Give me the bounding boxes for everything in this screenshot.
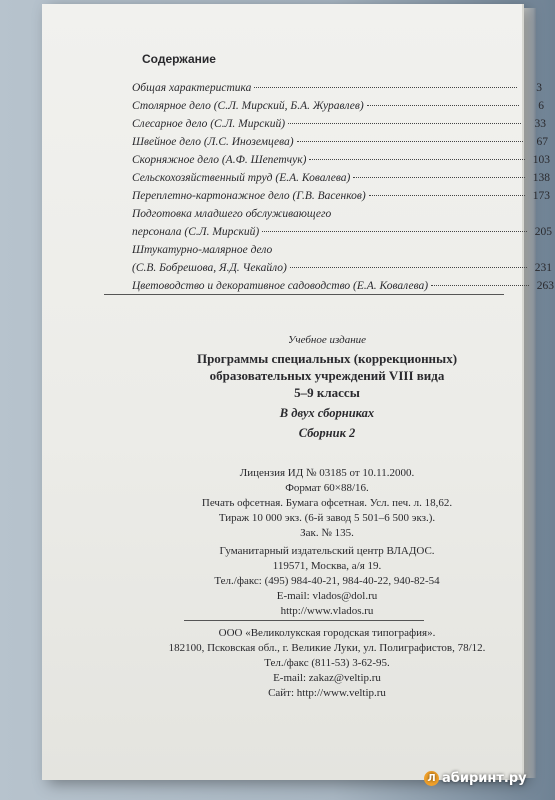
printer-phone: Тел./факс (811-53) 3-62-95. — [264, 657, 390, 669]
toc-entry-page: 3 — [536, 82, 542, 94]
license-block — [122, 466, 532, 541]
toc-entry-title: Общая характеристика — [132, 82, 252, 94]
toc-entry — [132, 208, 550, 224]
toc-entry-page: 231 — [534, 262, 552, 274]
order-number: Зак. № 135. — [300, 527, 354, 539]
toc-entry-title: Штукатурно-малярное дело — [132, 244, 273, 256]
toc-entry — [132, 136, 548, 152]
printer-address: 182100, Псковская обл., г. Великие Луки, ул. Полиграфистов, 78/12. — [168, 642, 486, 654]
paper-format: Формат 60×88/16. — [285, 482, 369, 494]
toc-entry-title: Подготовка младшего обслуживающего — [132, 208, 332, 220]
publisher-address: 119571, Москва, а/я 19. — [272, 560, 382, 572]
grade-range: 5–9 классы — [294, 385, 360, 400]
toc-heading: Содержание — [142, 52, 216, 66]
toc-entry — [132, 226, 552, 242]
imprint-divider — [184, 620, 424, 621]
book-title — [122, 350, 532, 401]
toc-entry-page: 67 — [536, 136, 548, 148]
toc-entry-page: 263 — [536, 280, 554, 292]
toc-entry — [132, 100, 544, 116]
volume-label: Сборник 2 — [298, 426, 356, 440]
toc-entry-page: 33 — [534, 118, 546, 130]
toc-entry-title: Цветоводство и декоративное садоводство (Е.А. Ковалева) — [132, 280, 429, 292]
toc-entry-title: Сельскохозяйственный труд (Е.А. Ковалева) — [132, 172, 351, 184]
section-divider — [104, 294, 504, 295]
printer-email: E-mail: zakaz@veltip.ru — [273, 672, 381, 684]
toc-entry-title: (С.В. Бобрешова, Я.Д. Чекайло) — [132, 262, 287, 274]
publisher-phone: Тел./факс: (495) 984-40-21, 984-40-22, 940-82-54 — [214, 575, 440, 587]
publisher-website: http://www.vlados.ru — [280, 605, 374, 617]
publisher-name: Гуманитарный издательский центр ВЛАДОС. — [219, 545, 435, 557]
toc-entry-page: 205 — [534, 226, 552, 238]
toc-entry-title: Столярное дело (С.Л. Мирский, Б.А. Журавлев) — [132, 100, 364, 112]
book-page — [42, 4, 554, 780]
toc-entry — [132, 154, 550, 170]
site-watermark — [424, 771, 527, 786]
toc-entry-title: Швейное дело (Л.С. Иноземцева) — [132, 136, 294, 148]
toc-entry-title: Слесарное дело (С.Л. Мирский) — [132, 118, 286, 130]
toc-entry — [132, 118, 546, 134]
toc-entry — [132, 82, 542, 98]
printer-block — [122, 626, 532, 701]
printing-details: Печать офсетная. Бумага офсетная. Усл. печ. л. 18,62. — [201, 497, 453, 509]
license-number: Лицензия ИД № 03185 от 10.11.2000. — [239, 467, 415, 479]
toc-entry-page: 103 — [532, 154, 550, 166]
publisher-block — [122, 544, 532, 619]
book-title-line: образовательных учреждений VIII вида — [209, 368, 445, 383]
toc-entry — [132, 172, 550, 188]
print-run: Тираж 10 000 экз. (6-й завод 5 501–6 500 экз.). — [218, 512, 436, 524]
collection-label: В двух сборниках — [279, 406, 375, 420]
toc-entry-page: 138 — [532, 172, 550, 184]
publisher-email: E-mail: vlados@dol.ru — [276, 590, 378, 602]
toc-entry-page: 173 — [532, 190, 550, 202]
edition-label: Учебное издание — [287, 334, 367, 346]
printer-website: Сайт: http://www.veltip.ru — [268, 687, 386, 699]
watermark-text: абиринт.ру — [442, 771, 527, 786]
toc-entry-title: Переплетно-картонажное дело (Г.В. Васенков) — [132, 190, 366, 202]
printer-name: ООО «Великолукская городская типография». — [218, 627, 436, 639]
labirint-logo-icon: Л — [424, 771, 439, 786]
toc-entry — [132, 190, 550, 206]
toc-entry — [132, 262, 552, 278]
toc-entry-title: Скорняжное дело (А.Ф. Шепетчук) — [132, 154, 307, 166]
book-title-line: Программы специальных (коррекционных) — [196, 351, 458, 366]
toc-entry-page: 6 — [538, 100, 544, 112]
toc-entry-title: персонала (С.Л. Мирский) — [132, 226, 260, 238]
toc-entry — [132, 244, 552, 260]
